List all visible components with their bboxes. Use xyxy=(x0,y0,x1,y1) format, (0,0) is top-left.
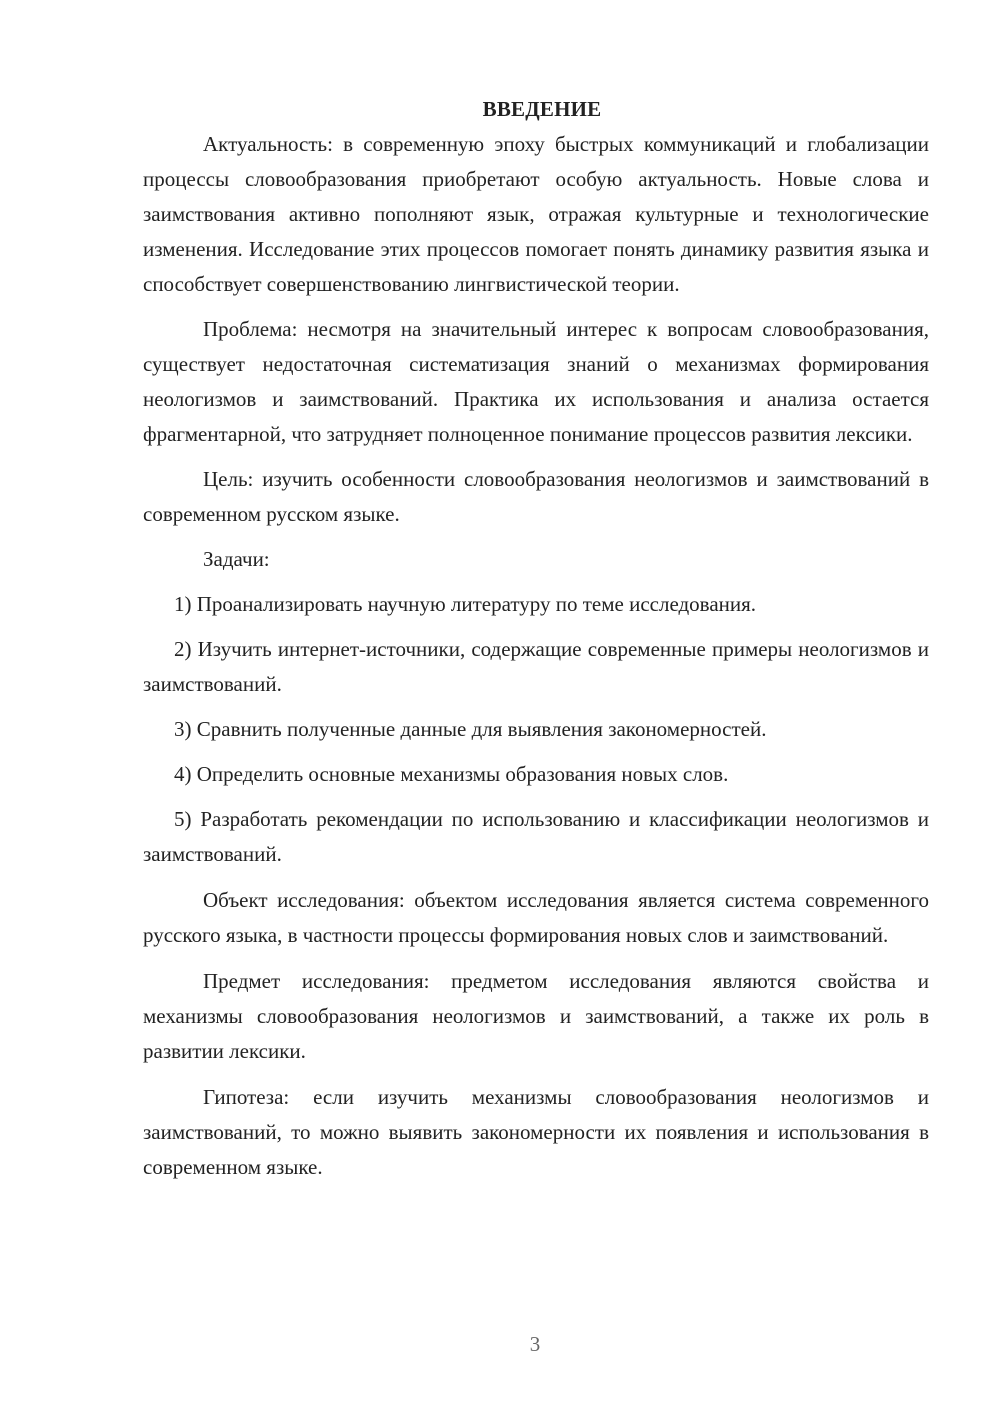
tasks-heading: Задачи: xyxy=(203,547,270,571)
section-title xyxy=(143,92,929,127)
task-item-5: 5) Разработать рекомендации по использованию и классификации неологизмов и заимствований. xyxy=(143,807,929,866)
page-number: 3 xyxy=(529,1332,541,1356)
paragraph-object: Объект исследования: объектом исследования является система современного русского языка, в частности процессы формирования новых слов и заимствований. xyxy=(143,888,929,947)
section-title-text: ВВЕДЕНИЕ xyxy=(482,97,602,121)
paragraph-problem: Проблема: несмотря на значительный интерес к вопросам словообразования, существует недостаточная систематизация знаний о механизмах формирования неологизмов и заимствований. Практика их использования и анализа остается фрагментарной, что затрудняет полноценное понимание процессов развития лексики. xyxy=(143,317,929,446)
task-item-2: 2) Изучить интернет-источники, содержащие современные примеры неологизмов и заимствований. xyxy=(143,637,929,696)
paragraph-relevance: Актуальность: в современную эпоху быстрых коммуникаций и глобализации процессы словообразования приобретают особую актуальность. Новые слова и заимствования активно пополняют язык, отражая культурные и технологические изменения. Исследование этих процессов помогает понять динамику развития языка и способствует совершенствованию лингвистической теории. xyxy=(143,132,929,296)
paragraph-subject: Предмет исследования: предметом исследования являются свойства и механизмы словообразования неологизмов и заимствований, а также их роль в развитии лексики. xyxy=(143,969,929,1063)
paragraph-hypothesis: Гипотеза: если изучить механизмы словообразования неологизмов и заимствований, то можно выявить закономерности их появления и использования в современном языке. xyxy=(143,1085,929,1179)
task-item-1: 1) Проанализировать научную литературу по теме исследования. xyxy=(174,592,757,616)
document-page xyxy=(143,92,929,1185)
paragraph-goal: Цель: изучить особенности словообразования неологизмов и заимствований в современном русском языке. xyxy=(143,467,929,526)
task-item-3: 3) Сравнить полученные данные для выявления закономерностей. xyxy=(174,717,767,741)
task-item-4: 4) Определить основные механизмы образования новых слов. xyxy=(174,762,729,786)
